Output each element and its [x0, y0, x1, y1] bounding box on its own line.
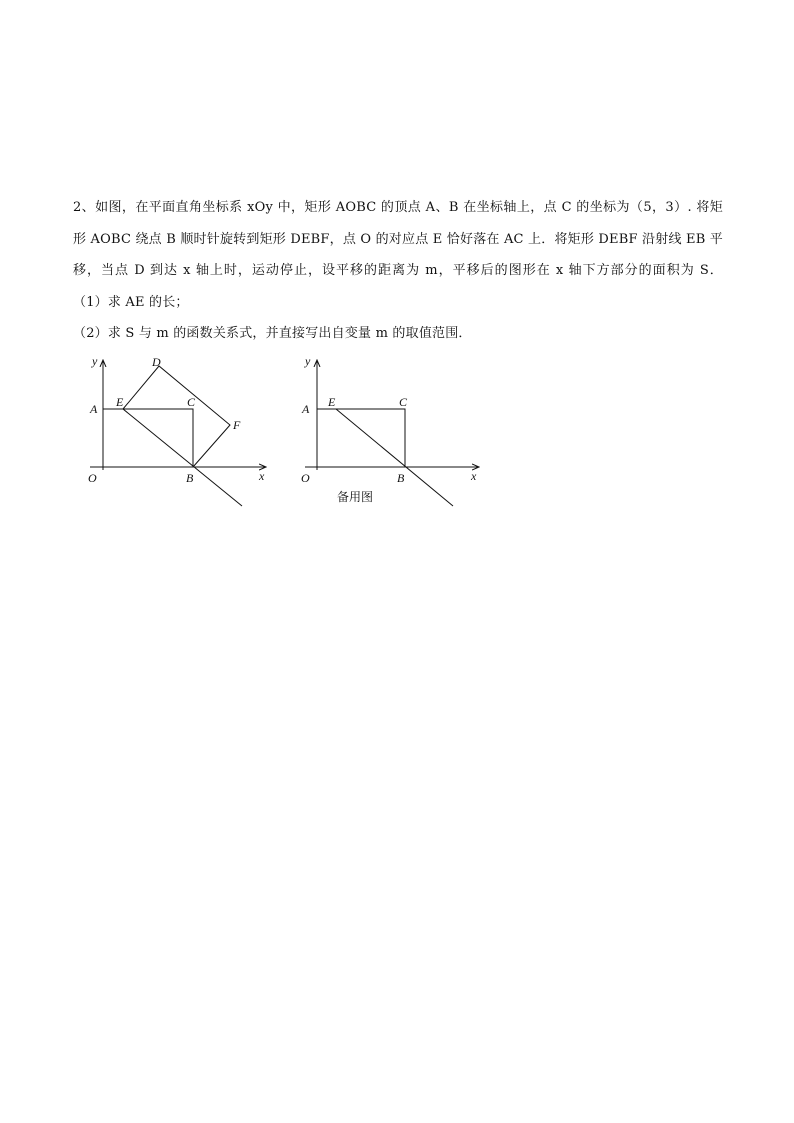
label-c: C	[187, 395, 196, 409]
label-d: D	[152, 355, 161, 369]
ray-eb	[123, 409, 242, 506]
rectangle-aobc	[103, 409, 193, 467]
figure-main	[80, 350, 280, 515]
figure-caption: 备用图	[337, 490, 374, 504]
question-1: （1）求 AE 的长；	[73, 294, 189, 310]
label-b: B	[186, 471, 194, 485]
figure-backup	[295, 350, 490, 515]
label-y: y	[92, 354, 98, 368]
label-x: x	[259, 469, 265, 483]
label-a: A	[90, 402, 98, 416]
label-o: O	[88, 471, 97, 485]
label-y: y	[305, 354, 311, 368]
problem-line-1: 2、如图，在平面直角坐标系 xOy 中，矩形 AOBC 的顶点 A、B 在坐标轴上，点 C 的坐标为（5，3）. 将矩	[73, 200, 723, 215]
problem-line-3: 移，当点 D 到达 x 轴上时，运动停止，设平移的距离为 m，平移后的图形在 x 轴下方部分的面积为 S．	[73, 263, 723, 278]
rectangle-debf	[123, 366, 230, 467]
label-o: O	[301, 471, 310, 485]
label-e: E	[328, 395, 336, 409]
label-a: A	[302, 402, 310, 416]
rectangle-aobc	[317, 409, 405, 467]
question-2: （2）求 S 与 m 的函数关系式，并直接写出自变量 m 的取值范围．	[73, 326, 472, 341]
label-e: E	[116, 395, 124, 409]
label-c: C	[399, 395, 408, 409]
label-x: x	[471, 469, 477, 483]
label-b: B	[397, 471, 405, 485]
problem-line-2: 形 AOBC 绕点 B 顺时针旋转到矩形 DEBF，点 O 的对应点 E 恰好落在 AC 上．将矩形 DEBF 沿射线 EB 平	[73, 231, 723, 247]
problem-text	[73, 192, 723, 350]
label-f: F	[233, 418, 241, 432]
